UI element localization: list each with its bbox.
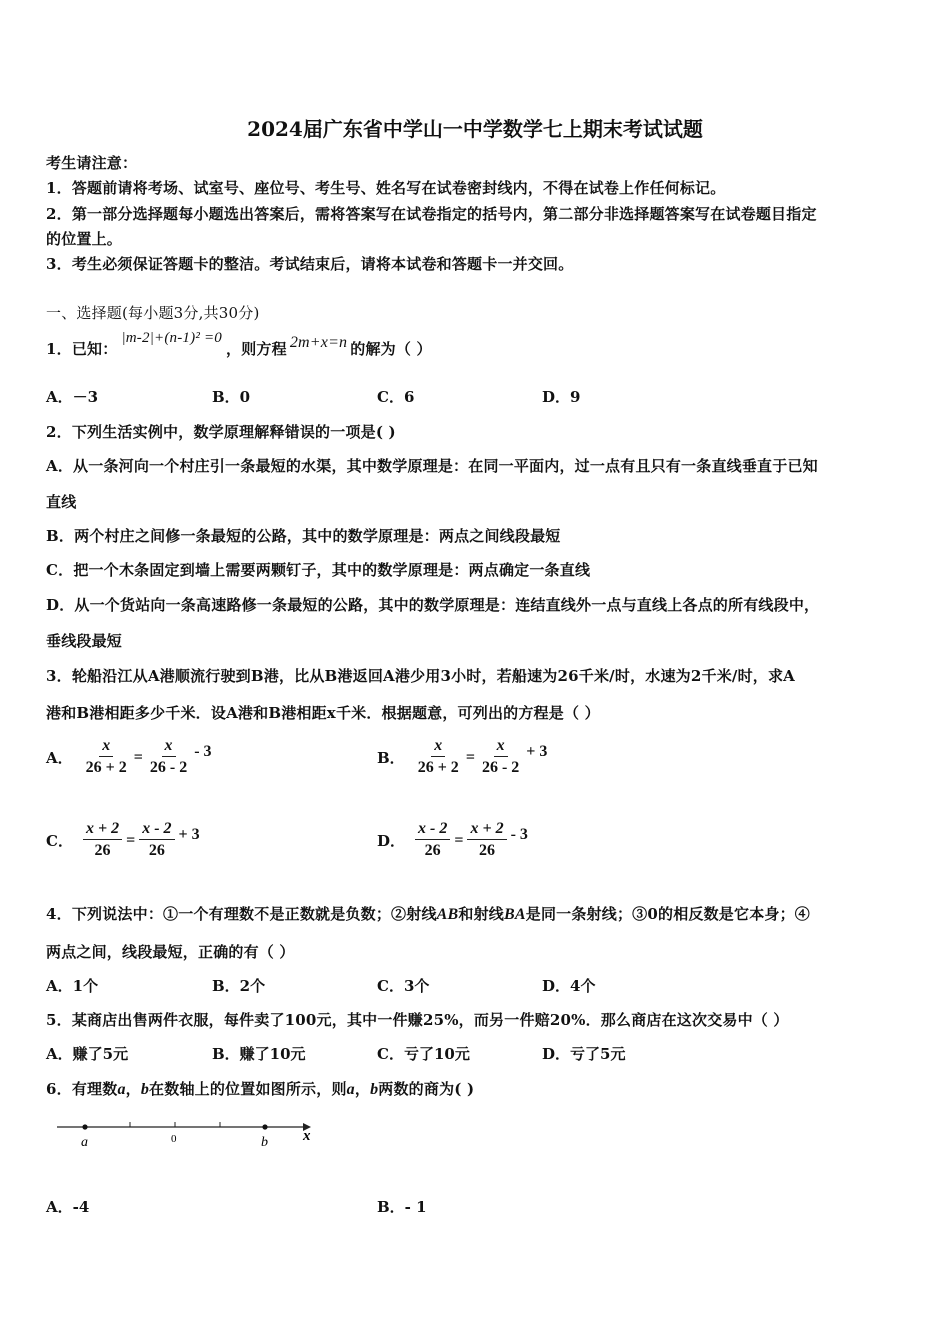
notice-line-3: 的位置上。 [46,230,123,248]
q4-option-a[interactable]: A．1个 [46,977,99,995]
q3a-den2: 26 - 2 [149,759,188,776]
q5-option-d[interactable]: D．亏了5元 [542,1045,626,1063]
q2-option-b[interactable]: B．两个村庄之间修一条最短的公路，其中的数学原理是：两点之间线段最短 [46,527,561,545]
q3-formula-b [413,736,550,779]
notice-line-1: 1．答题前请将考场、试室号、座位号、考生号、姓名写在试卷密封线内，不得在试卷上作任何标记。 [46,179,726,197]
q3a-eq: = [133,748,143,766]
q6-p3: 两数的商为( ) [378,1080,475,1098]
q3d-eq: = [454,831,464,849]
q2-option-d-line-1[interactable]: D．从一个货站向一条高速路修一条最短的公路，其中的数学原理是：连结直线外一点与直线上各点的所有线段中， [46,596,820,614]
label-b: b [261,1135,268,1150]
question-5: 5．某商店出售两件衣服，每件卖了100元，其中一件赚25%，而另一件赔20%．那么商店在这次交易中（ ） [46,1011,789,1029]
q3b-num1: x [431,736,445,757]
label-x: x [303,1128,311,1144]
q3a-num2: x [162,736,176,757]
q3-formula-c [81,819,202,862]
q3d-num2: x + 2 [467,819,506,840]
q6-option-b[interactable]: B．- 1 [377,1198,427,1216]
q6-var-a: a [117,1081,126,1098]
q5-option-c[interactable]: C．亏了10元 [377,1045,470,1063]
q4-text-c: 是同一条射线；③0的相反数是它本身；④ [525,905,810,923]
label-a: a [81,1135,88,1150]
q6-sep: ， [125,1080,141,1098]
q3c-num2: x - 2 [139,819,174,840]
q4-text-a: 4．下列说法中：①一个有理数不是正数就是负数；②射线 [46,905,437,923]
q3-label-c: C． [46,832,73,850]
q3a-num1: x [99,736,113,757]
q3-option-a[interactable] [46,736,214,779]
q3d-den2: 26 [479,842,496,859]
q3b-den1: 26 + 2 [417,759,459,776]
q1-mid: ，则方程 [226,340,287,358]
q3-label-d: D． [377,832,406,850]
q3b-den2: 26 - 2 [481,759,520,776]
q3a-den1: 26 + 2 [85,759,127,776]
q4-text-b: 和射线 [458,905,504,923]
q1-equation: 2m+x=n [289,333,348,351]
q3a-tail: - 3 [194,742,212,760]
q3-formula-d [413,819,530,862]
q3c-eq: = [126,831,136,849]
question-3-line-1: 3．轮船沿江从A港顺流行驶到B港，比从B港返回A港少用3小时，若船速为26千米/时，水速为2千米/时，求A [46,667,796,685]
q6-option-a[interactable]: A．-4 [46,1198,90,1216]
q3d-den1: 26 [424,842,441,859]
q3b-eq: = [465,748,475,766]
page-title: 2024届广东省中学山一中学数学七上期末考试试题 [247,117,703,141]
q1-option-b[interactable]: B．0 [212,388,251,406]
question-4-line-2: 两点之间，线段最短，正确的有（ ） [46,943,295,961]
question-3-line-2: 港和B港相距多少千米．设A港和B港相距x千米．根据题意，可列出的方程是（ ） [46,704,600,722]
q4-option-d[interactable]: D．4个 [542,977,596,995]
question-4-line-1 [46,903,810,924]
q6-p1: 6．有理数 [46,1080,118,1098]
q3c-den2: 26 [148,842,165,859]
q3b-num2: x [494,736,508,757]
q4-ray-ab: AB [436,906,459,923]
question-2: 2．下列生活实例中，数学原理解释错误的一项是( ) [46,423,396,441]
q3-option-d[interactable] [377,819,530,862]
point-b [262,1124,267,1129]
q6-var-b: b [140,1081,150,1098]
q3c-num1: x + 2 [83,819,122,840]
q3b-tail: + 3 [526,742,548,760]
q2-option-d-line-2[interactable]: 垂线段最短 [46,632,123,650]
q1-option-c[interactable]: C．6 [377,388,415,406]
q3-option-c[interactable] [46,819,202,862]
q1-option-d[interactable]: D．9 [542,388,581,406]
notice-line-4: 3．考生必须保证答题卡的整洁。考试结束后，请将本试卷和答题卡一并交回。 [46,255,574,273]
q3-option-b[interactable] [377,736,549,779]
number-line-figure [55,1115,325,1155]
q1-condition: |m-2|+(n-1)² =0 [121,330,222,346]
q5-option-b[interactable]: B．赚了10元 [212,1045,306,1063]
q6-sep-2: ， [354,1080,371,1098]
section-heading: 一、选择题(每小题3分,共30分) [46,304,260,322]
q4-ray-ba: BA [504,906,526,923]
label-zero: 0 [171,1133,177,1145]
q2-option-c[interactable]: C．把一个木条固定到墙上需要两颗钉子，其中的数学原理是：两点确定一条直线 [46,561,591,579]
q3-formula-a [81,736,214,779]
q1-suffix: 的解为（ ） [350,340,432,358]
notice-heading: 考生请注意： [46,154,138,172]
q3-label-a: A． [46,749,73,767]
q4-option-b[interactable]: B．2个 [212,977,266,995]
q3c-tail: + 3 [178,825,200,843]
q3d-num1: x - 2 [415,819,450,840]
q1-option-a[interactable]: A．－3 [46,388,99,406]
q4-option-c[interactable]: C．3个 [377,977,430,995]
q2-option-a-line-1[interactable]: A．从一条河向一个村庄引一条最短的水渠，其中数学原理是：在同一平面内，过一点有且只有一条直线垂直于已知 [46,457,818,475]
point-a [82,1124,87,1129]
question-1 [46,330,432,359]
question-6 [46,1078,474,1099]
q1-prefix: 1．已知： [46,340,118,358]
q3-label-b: B． [377,749,405,767]
q2-option-a-line-2[interactable]: 直线 [46,493,77,511]
q6-var-a-2: a [346,1081,355,1098]
q6-var-b-2: b [370,1081,379,1098]
q3d-tail: - 3 [510,825,528,843]
q6-p2: 在数轴上的位置如图所示，则 [149,1080,347,1098]
notice-line-2: 2．第一部分选择题每小题选出答案后，需将答案写在试卷指定的括号内，第二部分非选择题答案写在试卷题目指定 [46,205,817,223]
q3c-den1: 26 [94,842,111,859]
q5-option-a[interactable]: A．赚了5元 [46,1045,129,1063]
